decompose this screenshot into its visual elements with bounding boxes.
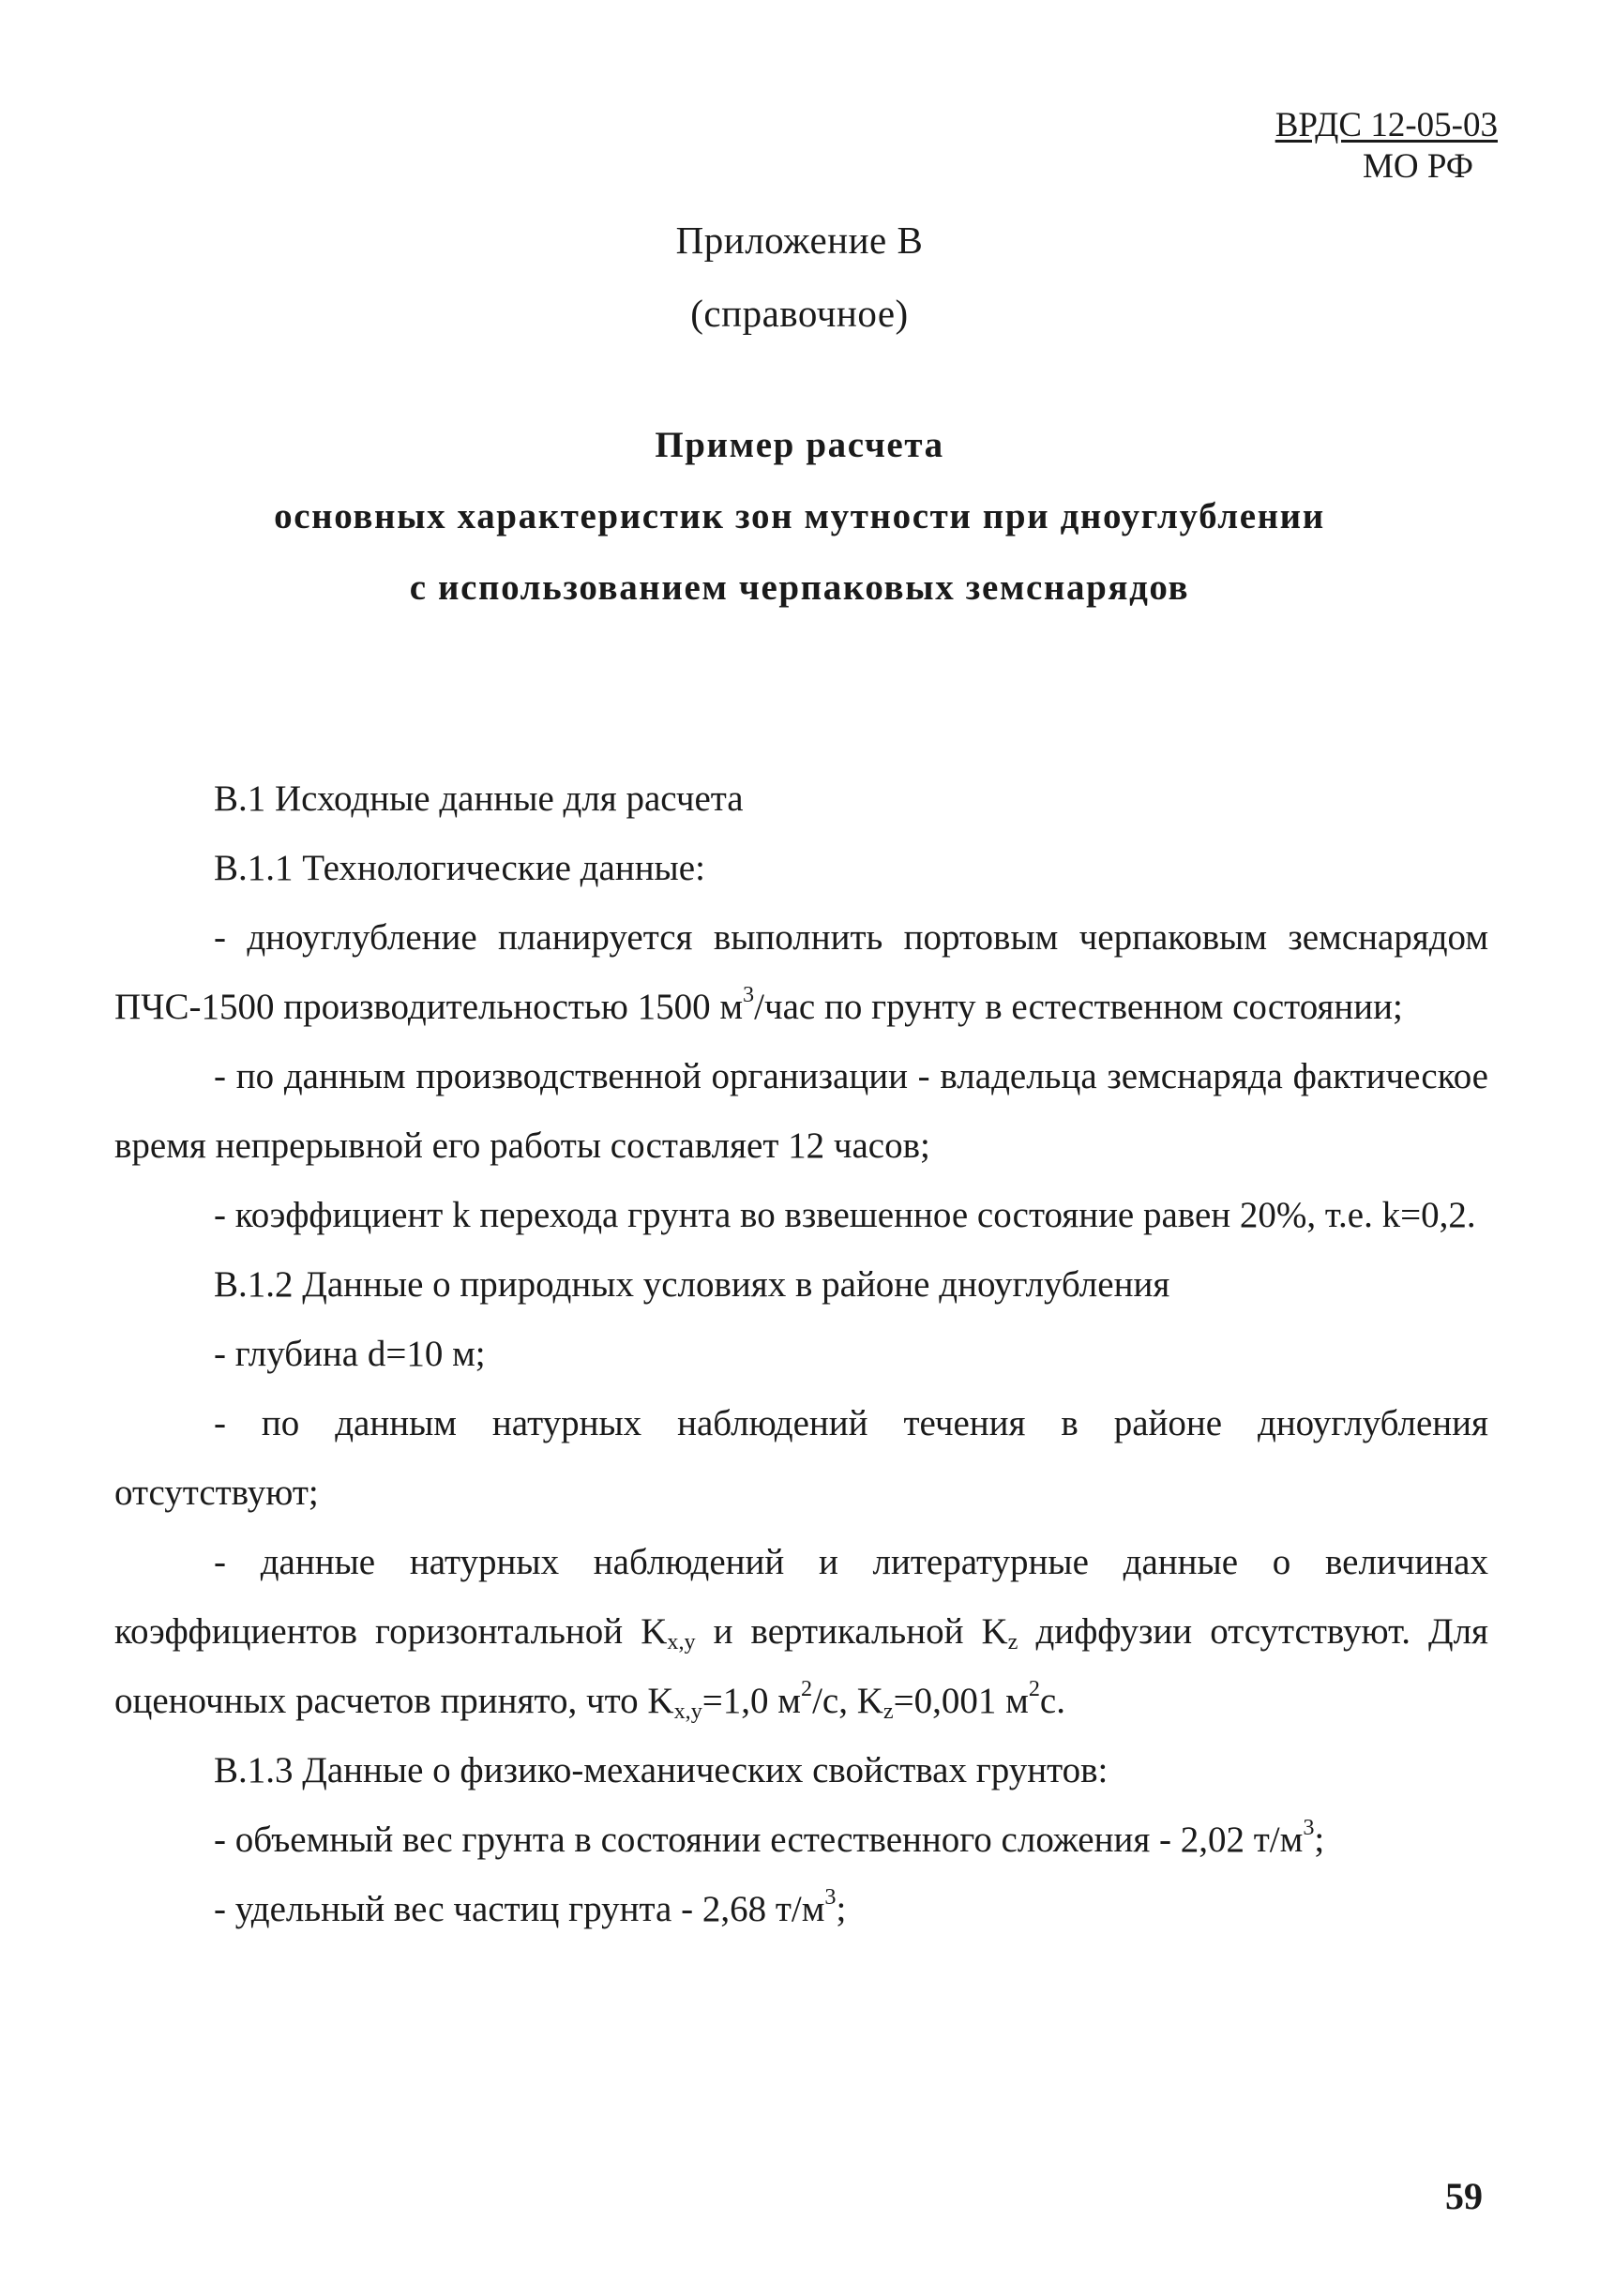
text-run: - данные натурных наблюдений и литературные данные о величинах коэффициентов горизонтальной K bbox=[114, 1542, 1488, 1652]
superscript: 3 bbox=[824, 1883, 837, 1910]
subscript: x,y bbox=[673, 1699, 702, 1725]
text-run: /час по грунту в естественном состоянии; bbox=[754, 987, 1403, 1027]
appendix-title: Приложение В bbox=[675, 219, 924, 262]
text-run: =1,0 м bbox=[701, 1681, 801, 1721]
appendix-subtitle: (справочное) bbox=[690, 292, 909, 335]
paragraph-currents: - по данным натурных наблюдений течения в районе дноуглубления отсутствуют; bbox=[114, 1403, 1488, 1513]
heading-b13: В.1.3 Данные о физико-механических свойствах грунтов: bbox=[214, 1750, 1109, 1790]
superscript: 2 bbox=[1028, 1675, 1040, 1701]
text-run: с. bbox=[1039, 1681, 1065, 1721]
superscript: 2 bbox=[800, 1675, 813, 1701]
body-text bbox=[114, 764, 1488, 1944]
section-title-line-3: с использованием черпаковых земснарядов bbox=[409, 567, 1190, 608]
document-organization: МО РФ bbox=[1362, 147, 1473, 186]
text-run: диффузии отсутствуют. Для оценочных расчетов принято, что K bbox=[114, 1611, 1488, 1721]
paragraph-coefficient-k: - коэффициент k перехода грунта во взвешенное состояние равен 20%, т.е. k=0,2. bbox=[214, 1195, 1476, 1235]
heading-b1: В.1 Исходные данные для расчета bbox=[214, 778, 744, 819]
paragraph-depth: - глубина d=10 м; bbox=[214, 1334, 486, 1374]
document-code: ВРДС 12-05-03 bbox=[1275, 106, 1498, 144]
paragraph-work-time: - по данным производственной организации - владельца земснаряда фактическое время непрерывной его работы составляет 12 часов; bbox=[114, 1056, 1488, 1166]
heading-b12: В.1.2 Данные о природных условиях в районе дноуглубления bbox=[214, 1264, 1170, 1305]
subscript: z bbox=[1007, 1629, 1018, 1655]
subscript: z bbox=[882, 1699, 894, 1725]
paragraph-dredging-plan bbox=[114, 903, 1488, 1042]
text-run: и вертикальной K bbox=[695, 1611, 1008, 1652]
superscript: 3 bbox=[743, 981, 755, 1007]
paragraph-bulk-weight bbox=[114, 1805, 1488, 1875]
section-title-line-2: основных характеристик зон мутности при дноуглублении bbox=[274, 496, 1325, 536]
paragraph-diffusion bbox=[114, 1528, 1488, 1736]
text-run: /с, K bbox=[812, 1681, 883, 1721]
text-run: - удельный вес частиц грунта - 2,68 т/м bbox=[214, 1889, 825, 1929]
text-run: ; bbox=[836, 1889, 847, 1929]
text-run: =0,001 м bbox=[893, 1681, 1029, 1721]
page-number: 59 bbox=[1445, 2175, 1483, 2217]
document-code-block bbox=[1275, 105, 1498, 188]
paragraph-specific-weight bbox=[114, 1875, 1488, 1944]
superscript: 3 bbox=[1303, 1814, 1315, 1840]
text-run: ; bbox=[1314, 1820, 1325, 1860]
heading-b11: В.1.1 Технологические данные: bbox=[214, 848, 705, 888]
subscript: x,y bbox=[667, 1629, 696, 1655]
section-title-line-1: Пример расчета bbox=[655, 425, 944, 465]
text-run: - объемный вес грунта в состоянии естественного сложения - 2,02 т/м bbox=[214, 1820, 1304, 1860]
text-run: - дноуглубление планируется выполнить портовым черпаковым земснарядом ПЧС-1500 производительностью 1500 м bbox=[114, 917, 1488, 1027]
